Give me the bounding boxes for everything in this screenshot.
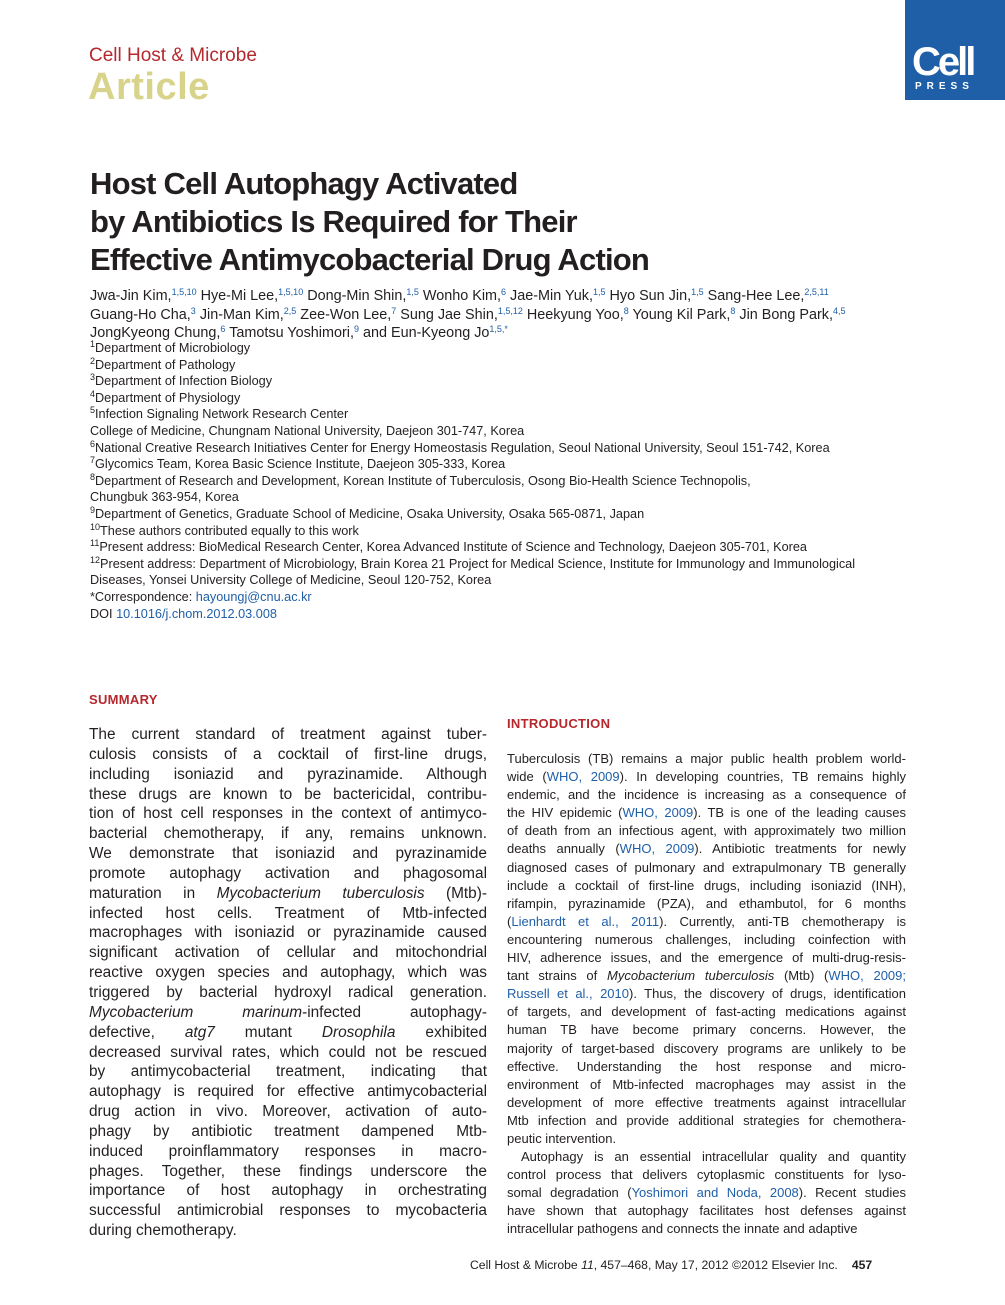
- summary-line: maturation in Mycobacterium tuberculosis (Mtb)-: [89, 884, 487, 902]
- author-affiliation-sup[interactable]: 1,5: [406, 287, 419, 297]
- intro-line: control process that delivers cytoplasmic constituents for lyso-: [507, 1167, 906, 1183]
- intro-line: Russell et al., 2010). Thus, the discovery of drugs, identification: [507, 986, 906, 1002]
- author-name: Sung Jae Shin,: [400, 306, 498, 323]
- summary-line: phages. Together, these findings underscore the: [89, 1162, 487, 1180]
- intro-line: somal degradation (Yoshimori and Noda, 2008). Recent studies: [507, 1185, 906, 1201]
- intro-line: of death from an infectious agent, with approximately two million: [507, 823, 906, 839]
- intro-line: wide (WHO, 2009). In developing countries, TB remains highly: [507, 769, 907, 785]
- intro-line: encountering numerous challenges, including coinfection with: [507, 931, 906, 947]
- intro-line: tant strains of Mycobacterium tuberculosis (Mtb) (WHO, 2009;: [507, 968, 906, 984]
- intro-line: the HIV epidemic (WHO, 2009). TB is one of the leading causes: [507, 805, 907, 821]
- summary-line: promote autophagy activation and phagosomal: [89, 864, 487, 882]
- intro-line: Autophagy is an essential intracellular quality and quantity: [521, 1149, 906, 1165]
- intro-line: effective. Understanding the host response and micro-: [507, 1058, 906, 1074]
- citation-link[interactable]: WHO, 2009: [619, 841, 695, 857]
- author-affiliation-sup[interactable]: 6: [220, 324, 226, 334]
- intro-line: of targets, and development of fast-acting medications against: [507, 1004, 906, 1020]
- author-affiliation-sup[interactable]: 7: [391, 305, 397, 316]
- intro-line: human TB have become primary concerns. However, the: [507, 1022, 906, 1038]
- summary-line: bacterial chemotherapy, if any, remains unknown.: [89, 825, 487, 843]
- author-affiliation-sup[interactable]: 6: [501, 287, 507, 297]
- summary-line: decreased survival rates, which could not be rescued: [89, 1043, 487, 1061]
- author-name: and Eun-Kyeong Jo: [362, 325, 490, 341]
- author-list: [90, 287, 920, 343]
- affiliation-line: $^6$National Creative Research Initiatives Center for Energy Homeostasis Regulation, Seoul National University, Seoul 151-742, Korea: [90, 438, 830, 455]
- summary-text: [89, 725, 487, 1241]
- summary-line: phagy by antibiotic treatment dampened Mtb-: [89, 1122, 487, 1140]
- author-name: Jin Bong Park,: [739, 306, 833, 323]
- author-name: Heekyung Yoo,: [526, 306, 624, 323]
- intro-line: Mtb infection and provide additional strategies for chemothera-: [507, 1112, 906, 1128]
- affiliation-line: $^7$Glycomics Team, Korea Basic Science Institute, Daejeon 305-333, Korea: [90, 455, 506, 472]
- summary-line: during chemotherapy.: [89, 1222, 237, 1240]
- author-name: Dong-Min Shin,: [307, 288, 407, 304]
- affiliation-line: College of Medicine, Chungnam National University, Daejeon 301-747, Korea: [90, 423, 525, 438]
- author-affiliation-sup[interactable]: 9: [353, 324, 359, 334]
- summary-line: tion of host cell responses in the context of antimyco-: [89, 805, 487, 823]
- correspondence-email-link[interactable]: hayoungj@cnu.ac.kr: [195, 589, 312, 604]
- summary-line: successful antimicrobial responses to mycobacteria: [89, 1202, 487, 1220]
- intro-line: peutic intervention.: [507, 1130, 617, 1146]
- article-title: [90, 165, 810, 279]
- intro-line: development of more effective treatments against intracellular: [507, 1094, 906, 1110]
- author-name: Young Kil Park,: [632, 306, 731, 323]
- intro-line: have shown that autophagy facilitates host defenses against: [507, 1203, 906, 1219]
- affiliation-line: $^9$Department of Genetics, Graduate School of Medicine, Osaka University, Osaka 565-0871, Japan: [90, 504, 645, 521]
- citation-link[interactable]: Lienhardt et al., 2011: [511, 913, 660, 929]
- intro-line: majority of target-based discovery programs are unlikely to be: [507, 1040, 906, 1056]
- affiliation-line: $^1$Department of Microbiology: [90, 339, 251, 355]
- intro-line: endemic, and the incidence is increasing as a consequence of: [507, 787, 906, 803]
- affiliation-line: Diseases, Yonsei University College of Medicine, Seoul 120-752, Korea: [90, 573, 492, 588]
- affiliation-line: $^5$Infection Signaling Network Research Center: [90, 405, 349, 422]
- summary-line: drug action in vivo. Moreover, activation of auto-: [89, 1103, 487, 1121]
- journal-name: Cell Host & Microbe: [89, 45, 257, 66]
- author-name: Tamotsu Yoshimori,: [229, 325, 354, 341]
- summary-line: autophagy is required for effective antimycobacterial: [89, 1083, 487, 1101]
- affiliations: [90, 340, 920, 622]
- summary-line: culosis consists of a cocktail of first-line drugs,: [89, 745, 487, 763]
- summary-line: infected host cells. Treatment of Mtb-infected: [89, 904, 487, 922]
- author-affiliation-sup[interactable]: 2,5,11: [804, 287, 829, 297]
- summary-line: The current standard of treatment against tuber-: [89, 726, 487, 743]
- page-number: 457: [851, 1258, 873, 1272]
- intro-line: diagnosed cases of pulmonary and extrapulmonary TB generally: [507, 859, 906, 875]
- author-name: Sang-Hee Lee,: [707, 288, 805, 304]
- title-line: Host Cell Autophagy Activated: [90, 166, 518, 201]
- page-footer: Cell Host & Microbe 11, 457–468, May 17, 2012 ©2012 Elsevier Inc. 457: [470, 1258, 873, 1272]
- author-affiliation-sup[interactable]: 1,5,10: [278, 287, 304, 297]
- intro-line: intracellular pathogens and connects the innate and adaptive: [507, 1221, 858, 1237]
- affiliation-line: Chungbuk 363-954, Korea: [90, 490, 239, 505]
- intro-line: rifampin, pyrazinamide (PZA), and ethambutol, for 6 months: [507, 895, 906, 911]
- article-type: Article: [88, 66, 210, 108]
- author-name: Zee-Won Lee,: [300, 306, 392, 323]
- author-affiliation-sup[interactable]: 8: [623, 305, 629, 316]
- author-affiliation-sup[interactable]: 1,5: [592, 287, 606, 297]
- doi: DOI 10.1016/j.chom.2012.03.008: [90, 606, 277, 621]
- author-affiliation-sup[interactable]: 2,5: [283, 305, 297, 316]
- summary-line: significant activation of cellular and mitochondrial: [89, 944, 487, 962]
- cell-press-logo[interactable]: [905, 0, 1005, 100]
- intro-line: deaths annually (WHO, 2009). Antibiotic treatments for newly: [507, 841, 906, 857]
- author-affiliation-sup[interactable]: 8: [730, 305, 736, 316]
- citation-link[interactable]: WHO, 2009;: [828, 968, 906, 984]
- author-affiliation-sup[interactable]: 1,5,*: [489, 324, 508, 334]
- author-name: Jae-Min Yuk,: [510, 288, 593, 304]
- title-line: by Antibiotics Is Required for Their: [90, 204, 577, 239]
- intro-line: (Lienhardt et al., 2011). Currently, anti-TB chemotherapy is: [507, 913, 906, 929]
- logo-word: Cell: [912, 40, 974, 84]
- summary-line: by antimycobacterial treatment, indicating that: [89, 1063, 487, 1081]
- citation-link[interactable]: Russell et al., 2010: [507, 986, 630, 1002]
- author-affiliation-sup[interactable]: 4,5: [832, 305, 846, 316]
- summary-line: Mycobacterium marinum-infected autophagy-: [89, 1003, 487, 1021]
- doi-link[interactable]: 10.1016/j.chom.2012.03.008: [116, 606, 277, 621]
- summary-line: reactive oxygen species and autophagy, which was: [89, 964, 487, 982]
- author-name: Jwa-Jin Kim,: [90, 288, 172, 304]
- summary-line: importance of host autophagy in orchestrating: [89, 1182, 487, 1200]
- affiliation-line: $^{10}$These authors contributed equally to this work: [90, 521, 359, 538]
- author-affiliation-sup[interactable]: 1,5: [691, 287, 704, 297]
- affiliation-line: $^2$Department of Pathology: [90, 355, 236, 372]
- intro-line: HIV, adherence issues, and the emergence of multi-drug-resis-: [507, 950, 906, 966]
- summary-line: including isoniazid and pyrazinamide. Although: [89, 765, 487, 783]
- author-name: Guang-Ho Cha,: [90, 306, 191, 323]
- title-line: Effective Antimycobacterial Drug Action: [90, 242, 650, 277]
- intro-line: Tuberculosis (TB) remains a major public health problem world-: [507, 751, 906, 766]
- intro-line: include a cocktail of first-line drugs, including isoniazid (INH),: [507, 877, 906, 893]
- summary-line: these drugs are known to be bactericidal, contribu-: [89, 785, 487, 803]
- author-name: Jin-Man Kim,: [199, 306, 284, 323]
- author-affiliation-sup[interactable]: 1,5,12: [497, 305, 523, 316]
- summary-line: We demonstrate that isoniazid and pyrazinamide: [89, 845, 487, 863]
- affiliation-line: $^{12}$Present address: Department of Microbiology, Brain Korea 21 Project for Medical Science, Institute for Immunology and Immunological: [90, 554, 856, 571]
- citation-link[interactable]: Yoshimori and Noda, 2008: [631, 1185, 799, 1201]
- affiliation-line: $^3$Department of Infection Biology: [90, 372, 273, 389]
- author-name: JongKyeong Chung,: [90, 325, 221, 341]
- logo-sub: PRESS: [915, 81, 974, 92]
- affiliation-line: $^{11}$Present address: BioMedical Research Center, Korea Advanced Institute of Science and Technology, Daejeon 305-701, Korea: [90, 538, 807, 555]
- summary-line: macrophages with isoniazid or pyrazinamide caused: [89, 924, 487, 942]
- summary-heading: SUMMARY: [89, 692, 158, 707]
- citation-link[interactable]: WHO, 2009: [546, 769, 620, 785]
- author-name: Hyo Sun Jin,: [609, 288, 692, 304]
- author-name: Hye-Mi Lee,: [200, 288, 279, 304]
- correspondence: *Correspondence: hayoungj@cnu.ac.kr: [90, 589, 312, 604]
- intro-line: environment of Mtb-infected macrophages may assist in the: [507, 1076, 906, 1092]
- author-affiliation-sup[interactable]: 3: [190, 305, 196, 316]
- summary-line: triggered by bacterial hydroxyl radical generation.: [89, 983, 487, 1001]
- introduction-heading: INTRODUCTION: [507, 716, 611, 731]
- affiliation-line: $^4$Department of Physiology: [90, 388, 241, 405]
- author-affiliation-sup[interactable]: 1,5,10: [171, 287, 197, 297]
- citation-link[interactable]: WHO, 2009: [622, 805, 694, 821]
- summary-line: induced proinflammatory responses in macro-: [89, 1142, 487, 1160]
- summary-line: defective, atg7 mutant Drosophila exhibited: [89, 1023, 488, 1041]
- author-name: Wonho Kim,: [422, 288, 502, 304]
- introduction-text: [507, 750, 906, 1239]
- affiliation-line: $^8$Department of Research and Development, Korean Institute of Tuberculosis, Osong Bio-Health Science Technopolis,: [90, 471, 751, 488]
